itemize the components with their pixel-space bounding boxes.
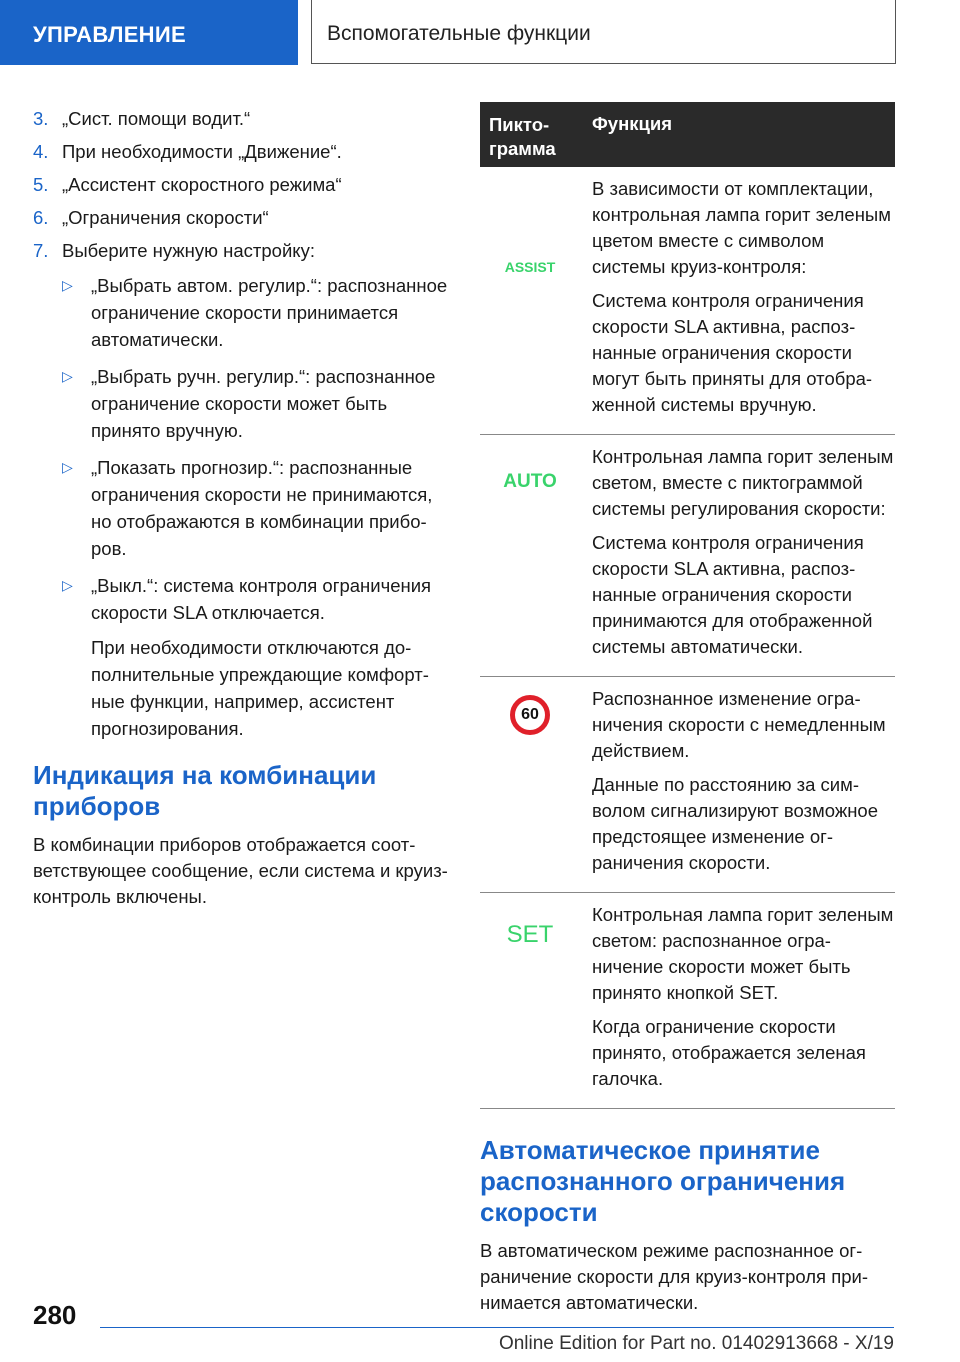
triangle-bullet-icon: ▷	[62, 368, 73, 384]
assist-icon: ASSIST	[504, 259, 556, 275]
section-paragraph: В автоматическом режиме распознанное ограничение скорости для круиз-контроля принимается автоматически.	[480, 1240, 869, 1313]
section-heading: Индикация на комбинации приборов	[33, 760, 377, 821]
triangle-bullet-icon: ▷	[62, 277, 73, 293]
option-bullet: ▷ „Выбрать ручн. регулир.“: распознанное ограничение скорости может быть принято вручную.	[33, 363, 453, 444]
triangle-bullet-icon: ▷	[62, 459, 73, 475]
option-bullet: ▷ „Выкл.“: система контроля ограничения скорости SLA отключается. При необходимости отключаются дополнительные упреждающие комфортные функции, например, ассистент прогнозирования.	[33, 572, 453, 742]
set-icon: SET	[506, 921, 554, 948]
footer-divider	[100, 1327, 894, 1328]
left-column	[33, 105, 453, 910]
step-item: 5. „Ассистент скоростного режима“	[33, 174, 342, 195]
right-column	[480, 102, 895, 1316]
section-paragraph: В комбинации приборов отображается соответствующее сообщение, если система и круиз-контроль включены.	[33, 834, 448, 907]
step-item: 4. При необходимости „Движение“.	[33, 141, 342, 162]
speed-limit-sign-icon: 60	[480, 695, 580, 735]
edition-footer: Online Edition for Part no. 01402913668 - X/19	[498, 1333, 894, 1354]
chapter-title: Вспомогательные функции	[327, 22, 591, 45]
section-tab	[0, 0, 298, 65]
table-header	[480, 102, 895, 167]
page-number: 280	[33, 1300, 77, 1330]
step-item: 7. Выберите нужную настройку:	[33, 240, 315, 261]
chapter-tab	[311, 0, 896, 64]
table-row: ASSIST В зависимости от комплектации, контрольная лампа горит зеленым цветом вместе с символом системы круиз-контроля: Система контроля ограничения скорости SLA активна, распознанные ограничения скорости могут быть приняты для отображенной системы вручную.	[480, 167, 895, 435]
column-header-pictogram: Пиктограмма	[489, 114, 556, 159]
table-row: SET Контрольная лампа горит зеленым светом: распознанное ограничение скорости может быть принято кнопкой SET. Когда ограничение скорости принято, отображается зеленая галочка.	[480, 893, 895, 1109]
triangle-bullet-icon: ▷	[62, 577, 73, 593]
column-header-function: Функция	[592, 113, 673, 134]
step-item: 6. „Ограничения скорости“	[33, 207, 269, 228]
bullet-note: При необходимости отключаются дополнительные упреждающие комфортные функции, например, ассистент прогнозирования.	[91, 637, 429, 739]
section-title: УПРАВЛЕНИЕ	[33, 22, 186, 47]
option-bullet: ▷ „Показать прогнозир.“: распознанные ограничения скорости не принимаются, но отображаются в комбинации приборов.	[33, 454, 453, 562]
section-heading: Автоматическое принятие распознанного ограничения скорости	[480, 1135, 846, 1227]
table-row: AUTO Контрольная лампа горит зеленым светом, вместе с пиктограммой системы регулирования скорости: Система контроля ограничения скорости SLA активна, распознанные ограничения скорости принимаются для отображенной системы автоматически.	[480, 435, 895, 677]
option-bullet: ▷ „Выбрать автом. регулир.“: распознанное ограничение скорости принимается автоматически.	[33, 272, 453, 353]
step-item: 3. „Сист. помощи водит.“	[33, 108, 251, 129]
table-row: 60 Распознанное изменение ограничения скорости с немедленным действием. Данные по расстоянию за символом сигнализируют возможное предстоящее изменение ограничения скорости.	[480, 677, 895, 893]
auto-icon: AUTO	[503, 471, 557, 492]
